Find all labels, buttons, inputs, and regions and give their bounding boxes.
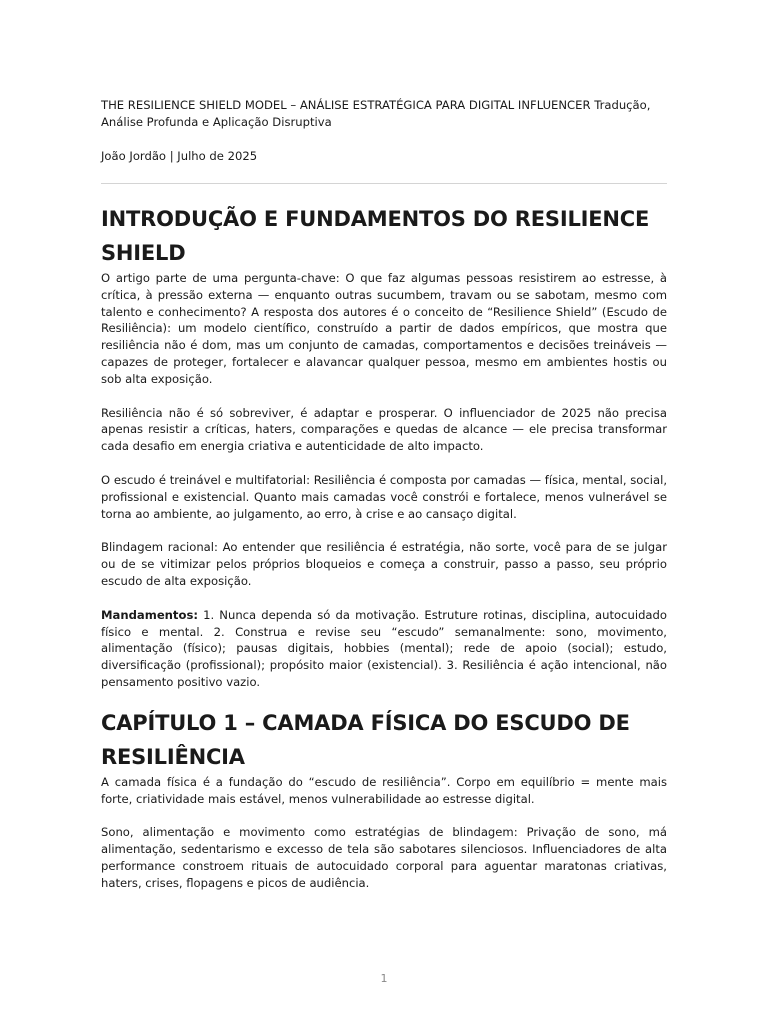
section-heading-introduction: INTRODUÇÃO E FUNDAMENTOS DO RESILIENCE SHIELD xyxy=(101,207,650,265)
page-number: 1 xyxy=(380,972,388,985)
document-page xyxy=(101,97,667,892)
mandamentos-paragraph xyxy=(101,607,667,691)
intro-paragraph-3: O escudo é treinável e multifatorial: Resiliência é composta por camadas — física, mental, social, profissional e existencial. Quanto mais camadas você constrói e fortalece, menos vulnerável se torna ao ambiente, ao julgamento, ao erro, à crise e ao cansaço digital. xyxy=(101,472,667,521)
intro-paragraph-1: O artigo parte de uma pergunta-chave: O que faz algumas pessoas resistirem ao estresse, à crítica, à pressão externa — enquanto outras sucumbem, travam ou se sabotam, mesmo com talento e conhecimento? A resposta dos autores é o conceito de “Resilience Shield” (Escudo de Resiliência): um modelo científico, construído a partir de dados empíricos, que mostra que resiliência não é dom, mas um conjunto de camadas, comportamentos e decisões treináveis — capazes de proteger, fortalecer e alavancar qualquer pessoa, mesmo em ambientes hostis ou sob alta exposição. xyxy=(101,271,667,386)
mandamentos-label: Mandamentos: xyxy=(101,607,198,622)
intro-paragraph-4: Blindagem racional: Ao entender que resiliência é estratégia, não sorte, você para de se julgar ou de se vitimizar pelos próprios bloqueios e começa a construir, passo a passo, seu próprio escudo de alta exposição. xyxy=(101,540,667,588)
mandamentos-text: 1. Nunca dependa só da motivação. Estruture rotinas, disciplina, autocuidado físico e mental. 2. Construa e revise seu “escudo” semanalmente: sono, movimento, alimentação (físico); pausas digitais, hobbies (mental); rede de apoio (social); estudo, diversificação (profissional); propósito maior (existencial). 3. Resiliência é ação intencional, não pensamento positivo vazio. xyxy=(101,607,667,689)
chapter1-paragraph-1: A camada física é a fundação do “escudo de resiliência”. Corpo em equilíbrio = mente mais forte, criatividade mais estável, menos vulnerabilidade ao estresse digital. xyxy=(101,774,667,806)
header-divider xyxy=(101,183,667,184)
chapter1-paragraph-2: Sono, alimentação e movimento como estratégias de blindagem: Privação de sono, má alimentação, sedentarismo e excesso de tela são sabotares silenciosos. Influenciadores de alta performance constroem rituais de autocuidado corporal para aguentar maratonas criativas, haters, crises, flopagens e picos de audiência. xyxy=(101,825,667,890)
section-heading-chapter-1: CAPÍTULO 1 – CAMADA FÍSICA DO ESCUDO DE RESILIÊNCIA xyxy=(101,710,630,769)
document-title: THE RESILIENCE SHIELD MODEL – ANÁLISE ESTRATÉGICA PARA DIGITAL INFLUENCER Tradução, Análise Profunda e Aplicação Disruptiva xyxy=(101,98,651,129)
intro-paragraph-2: Resiliência não é só sobreviver, é adaptar e prosperar. O influenciador de 2025 não precisa apenas resistir a críticas, haters, comparações e quedas de alcance — ele precisa transformar cada desafio em energia criativa e autenticidade de alto impacto. xyxy=(101,405,667,454)
author-date: João Jordão | Julho de 2025 xyxy=(101,149,258,163)
